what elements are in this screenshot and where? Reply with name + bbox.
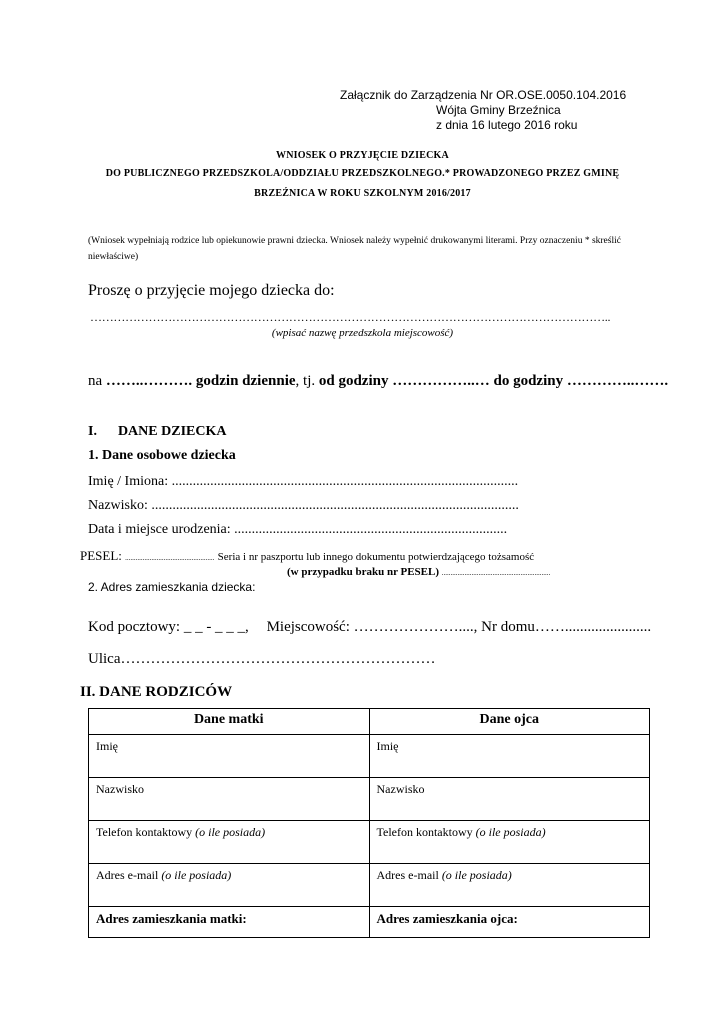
mother-address-cell[interactable] xyxy=(89,907,370,938)
father-email-label: Adres e-mail xyxy=(376,868,439,882)
hours-tj: , tj. xyxy=(295,373,316,389)
father-phone-note: (o ile posiada) xyxy=(475,825,546,839)
pesel-label: PESEL: xyxy=(80,548,122,563)
mother-address-label: Adres zamieszkania matki: xyxy=(96,911,247,926)
father-last-name-label: Nazwisko xyxy=(376,782,425,796)
section-2-heading: II. DANE RODZICÓW xyxy=(80,684,233,700)
child-birth-field[interactable]: Data i miejsce urodzenia: .............................................................................. xyxy=(88,522,508,537)
table-header-row xyxy=(89,709,650,735)
appendix-line-3: z dnia 16 lutego 2016 roku xyxy=(436,118,578,132)
father-address-cell[interactable] xyxy=(369,907,650,938)
table-row xyxy=(89,821,650,864)
to-hour-label: do godziny xyxy=(493,373,564,389)
father-first-name-cell[interactable] xyxy=(369,735,650,778)
hours-count-field[interactable]: ……..………. xyxy=(105,373,193,389)
from-hour-label: od godziny xyxy=(318,373,389,389)
passport-row xyxy=(287,566,550,578)
address-heading: 2. Adres zamieszkania dziecka: xyxy=(88,580,256,594)
mother-last-name-label: Nazwisko xyxy=(96,782,144,796)
mother-email-cell[interactable] xyxy=(89,864,370,907)
form-title-line-2: DO PUBLICZNEGO PRZEDSZKOLA/ODDZIAŁU PRZEDSZKOLNEGO.* PROWADZONEGO PRZEZ GMINĘ xyxy=(105,168,620,179)
father-column-header: Dane ojca xyxy=(369,709,650,735)
to-hour-field[interactable]: …………..……. xyxy=(566,373,669,389)
mother-first-name-cell[interactable] xyxy=(89,735,370,778)
appendix-line-1: Załącznik do Zarządzenia Nr OR.OSE.0050.104.2016 xyxy=(340,88,627,102)
preschool-name-hint: (wpisać nazwę przedszkola miejscowość) xyxy=(271,327,454,339)
father-phone-cell[interactable] xyxy=(369,821,650,864)
street-field[interactable]: Ulica……………………………………………………… xyxy=(88,651,436,667)
form-title-line-1: WNIOSEK O PRZYJĘCIE DZIECKA xyxy=(276,150,449,161)
mother-email-note: (o ile posiada) xyxy=(161,868,232,882)
mother-phone-note: (o ile posiada) xyxy=(195,825,266,839)
father-first-name-label: Imię xyxy=(376,739,399,753)
mother-phone-label: Telefon kontaktowy xyxy=(96,825,193,839)
instruction-note-line-2: niewłaściwe) xyxy=(88,252,139,262)
form-title-line-3: BRZEŹNICA W ROKU SZKOLNYM 2016/2017 xyxy=(254,188,471,199)
table-row xyxy=(89,735,650,778)
passport-label: Seria i nr paszportu lub innego dokumentu potwierdzającego tożsamość xyxy=(217,551,535,563)
mother-phone-cell[interactable] xyxy=(89,821,370,864)
address-row xyxy=(88,619,651,636)
table-row xyxy=(89,778,650,821)
child-last-name-field[interactable]: Nazwisko: ......................................................................................................... xyxy=(88,498,519,513)
hours-line xyxy=(88,373,668,390)
parents-table xyxy=(88,708,650,938)
section-1-subheading: 1. Dane osobowe dziecka xyxy=(88,448,236,463)
child-first-name-field[interactable]: Imię / Imiona: ................................................................................................... xyxy=(88,474,519,489)
appendix-line-2: Wójta Gminy Brzeźnica xyxy=(436,103,561,117)
father-email-note: (o ile posiada) xyxy=(441,868,512,882)
father-email-cell[interactable] xyxy=(369,864,650,907)
pesel-field[interactable]: ................................................... xyxy=(125,554,215,562)
table-row xyxy=(89,907,650,938)
hours-na: na xyxy=(88,373,103,389)
mother-column-header: Dane matki xyxy=(89,709,370,735)
instruction-note-line-1: (Wniosek wypełniają rodzice lub opiekunowie prawni dziecka. Wniosek należy wypełnić drukowanymi literami. Przy oznaczeniu * skreślić xyxy=(88,236,621,246)
section-1-heading: I. DANE DZIECKA xyxy=(88,424,227,439)
city-house-field[interactable]: Miejscowość: …………………...., Nr domu……....................... xyxy=(266,619,652,635)
mother-last-name-cell[interactable] xyxy=(89,778,370,821)
no-pesel-label: (w przypadku braku nr PESEL) xyxy=(287,566,440,578)
postal-code-field[interactable]: Kod pocztowy: _ _ - _ _ _, xyxy=(88,619,249,635)
preschool-name-field[interactable]: …………………………………………………………………………………………………………………….. xyxy=(90,310,611,324)
request-text: Proszę o przyjęcie mojego dziecka do: xyxy=(88,282,335,299)
table-row xyxy=(89,864,650,907)
mother-email-label: Adres e-mail xyxy=(96,868,159,882)
father-phone-label: Telefon kontaktowy xyxy=(376,825,473,839)
mother-first-name-label: Imię xyxy=(96,739,118,753)
pesel-row xyxy=(80,548,534,564)
passport-field[interactable]: .............................................................. xyxy=(441,569,551,577)
father-last-name-cell[interactable] xyxy=(369,778,650,821)
from-hour-field[interactable]: ……………..… xyxy=(392,373,490,389)
father-address-label: Adres zamieszkania ojca: xyxy=(376,911,518,926)
hours-label: godzin dziennie xyxy=(195,373,296,389)
